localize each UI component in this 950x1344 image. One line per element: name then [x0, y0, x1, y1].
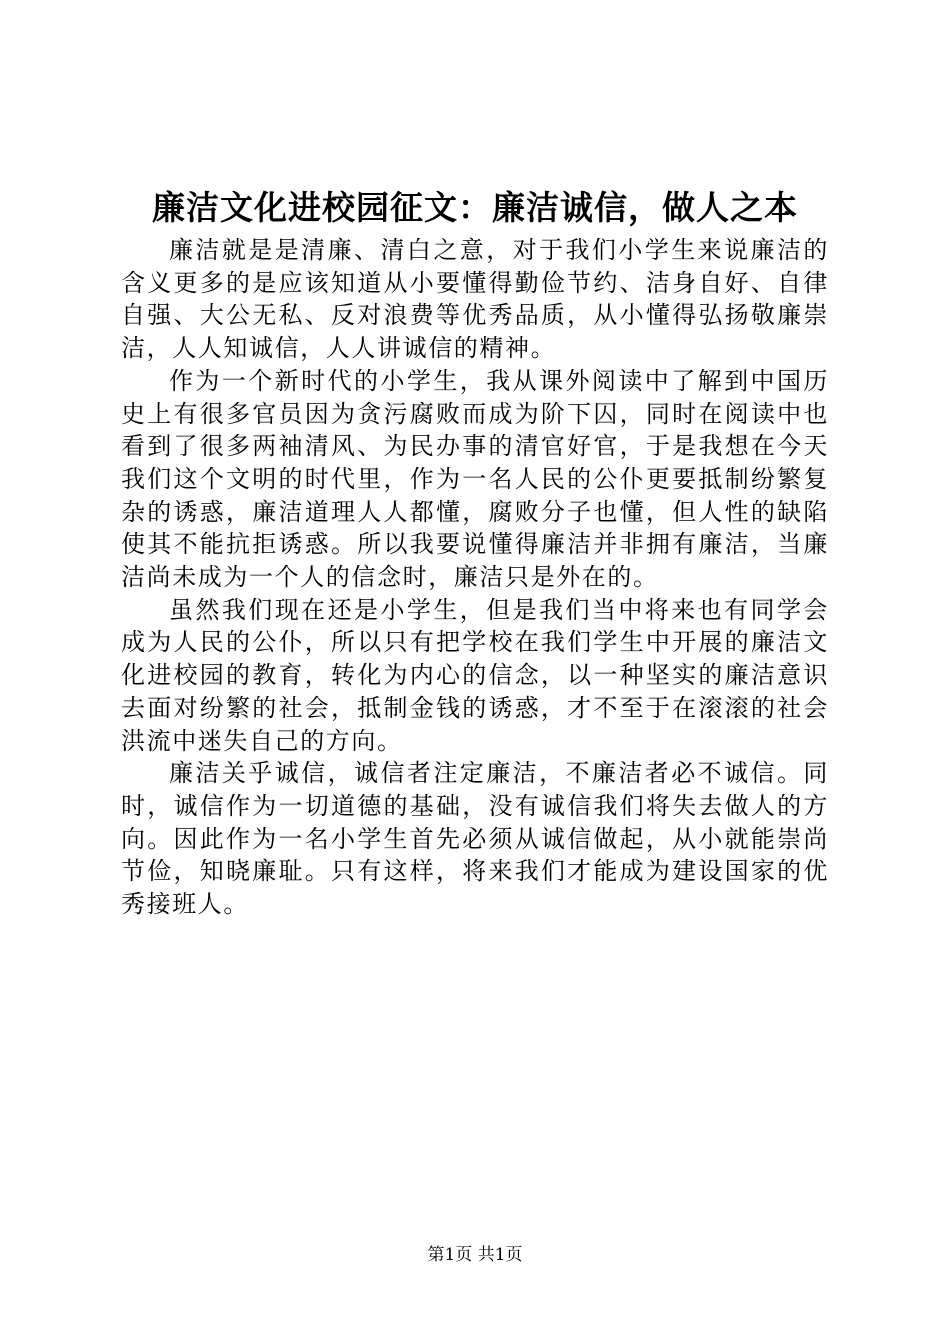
paragraph-4: 廉洁关乎诚信，诚信者注定廉洁，不廉洁者必不诚信。同时，诚信作为一切道德的基础，没有诚信我们将失去做人的方向。因此作为一名小学生首先必须从诚信做起，从小就能崇尚节俭，知晓廉耻。只有这样，将来我们才能成为建设国家的优秀接班人。	[121, 759, 829, 919]
paragraph-3: 虽然我们现在还是小学生，但是我们当中将来也有同学会成为人民的公仆，所以只有把学校在我们学生中开展的廉洁文化进校园的教育，转化为内心的信念，以一种坚实的廉洁意识去面对纷繁的社会，抵制金钱的诱惑，才不至于在滚滚的社会洪流中迷失自己的方向。	[121, 595, 829, 755]
paragraph-1: 廉洁就是是清廉、清白之意，对于我们小学生来说廉洁的含义更多的是应该知道从小要懂得勤俭节约、洁身自好、自律自强、大公无私、反对浪费等优秀品质，从小懂得弘扬敬廉崇洁，人人知诚信，人人讲诚信的精神。	[121, 236, 829, 363]
document-body	[121, 234, 829, 921]
document-title: 廉洁文化进校园征文：廉洁诚信，做人之本	[152, 188, 798, 227]
paragraph-2: 作为一个新时代的小学生，我从课外阅读中了解到中国历史上有很多官员因为贪污腐败而成为阶下囚，同时在阅读中也看到了很多两袖清风、为民办事的清官好官，于是我想在今天我们这个文明的时代里，作为一名人民的公仆更要抵制纷繁复杂的诱惑，廉洁道理人人都懂，腐败分子也懂，但人性的缺陷使其不能抗拒诱惑。所以我要说懂得廉洁并非拥有廉洁，当廉洁尚未成为一个人的信念时，廉洁只是外在的。	[121, 366, 829, 592]
page-number-footer: 第1页 共1页	[427, 1245, 523, 1265]
